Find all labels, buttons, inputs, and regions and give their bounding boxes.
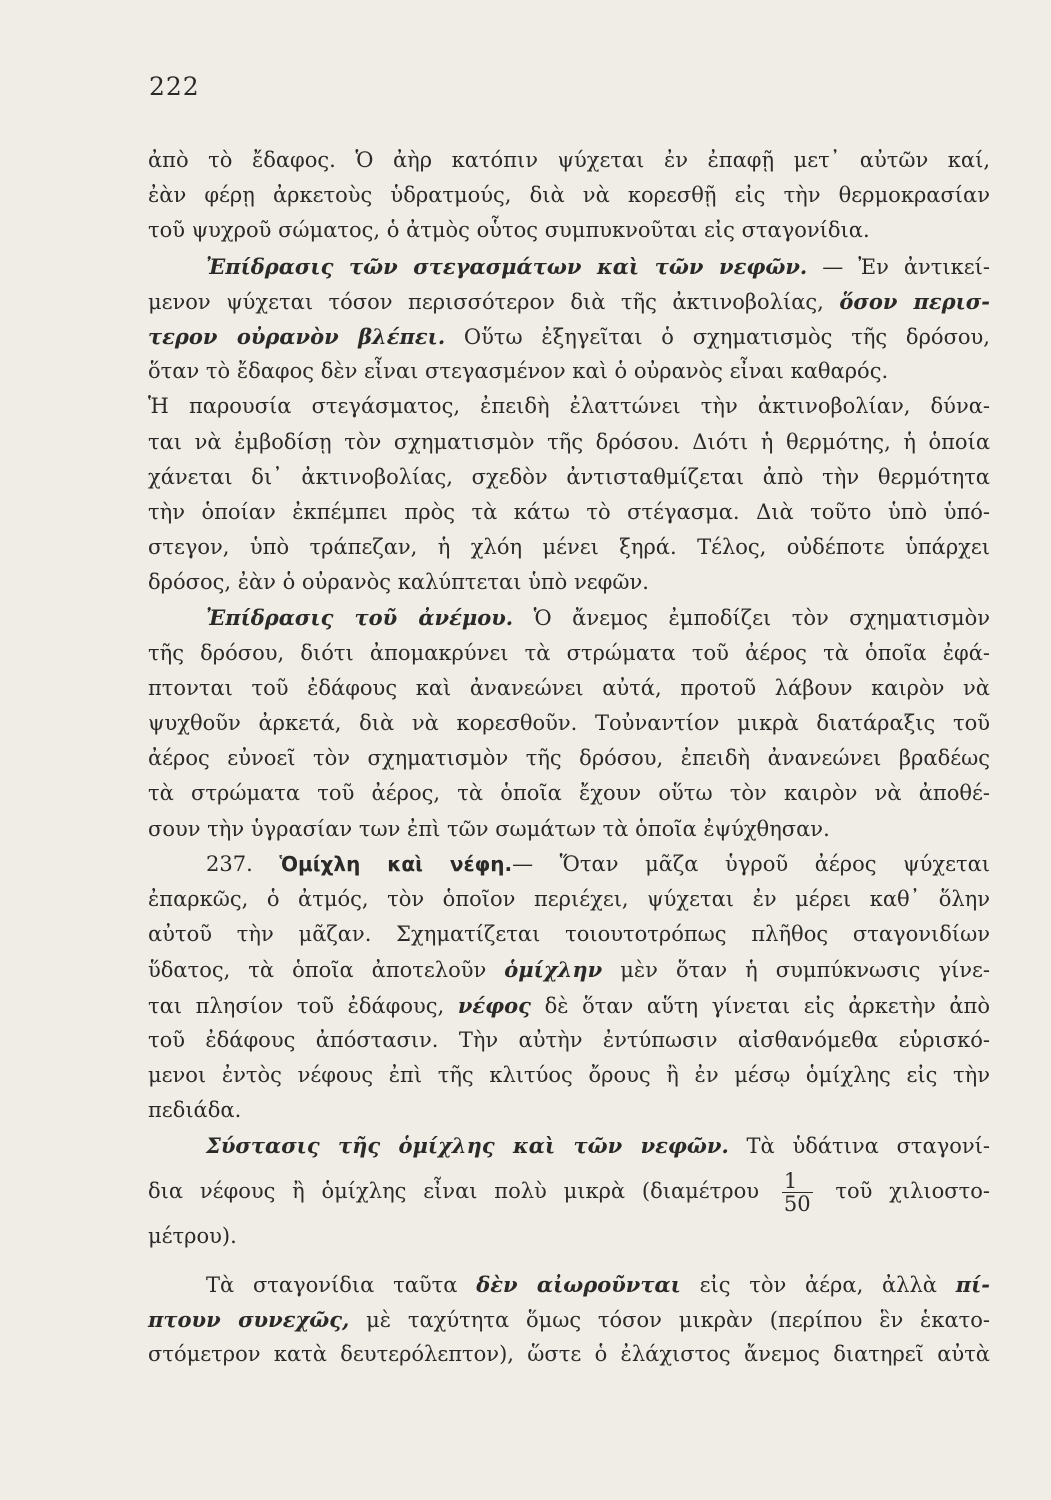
body-text-segment: τοῦ ψυχροῦ σώματος, ὁ ἀτμὸς οὗτος συμπυκνοῦται εἰς σταγονίδια. [148, 218, 870, 243]
fraction [782, 1170, 813, 1215]
text-line [148, 530, 990, 565]
body-text-segment: ἀπὸ τὸ ἔδαφος. Ὁ ἀὴρ κατόπιν ψύχεται ἐν ἐπαφῇ μετ᾽ αὐτῶν καί, [148, 148, 990, 172]
body-text-segment: Ἡ παρουσία στεγάσματος, ἐπειδὴ ἐλαττώνει τὴν ἀκτινοβολίαν, δύνα- [148, 394, 990, 419]
body-text-segment: — Ὅταν μᾶζα ὑγροῦ ἀέρος ψύχεται [512, 851, 991, 876]
body-text-segment: ἐπαρκῶς, ὁ ἀτμός, τὸν ὁποῖον περιέχει, ψύχεται ἐν μέρει καθ᾽ ὅλην [148, 886, 990, 911]
body-text-segment: — Ἐν ἀντικεί- [807, 254, 990, 279]
text-line [148, 1093, 990, 1128]
text-line [148, 706, 990, 741]
fraction-denominator: 50 [783, 1192, 811, 1217]
text-line [148, 636, 990, 671]
text-line [148, 425, 990, 460]
body-text-segment: στόμετρον κατὰ δευτερόλεπτον), ὥστε ὁ ἐλάχιστος ἄνεμος διατηρεῖ αὐτὰ [148, 1342, 990, 1366]
body-text-segment: τοῦ ἐδάφους ἀπόστασιν. Τὴν αὐτὴν ἐντύπωσιν αἰσθανόμεθα εὑρισκό- [148, 1027, 990, 1052]
emphasis-text: ὅσον περισ- [839, 288, 990, 314]
emphasis-text: πτουν συνεχῶς, [148, 1306, 350, 1332]
fraction-numerator: 1 [783, 1169, 798, 1194]
body-text-segment: ται πλησίον τοῦ ἐδάφους, [148, 993, 458, 1018]
page-number: 222 [149, 72, 200, 101]
emphasis-text: τερον οὐρανὸν βλέπει. [148, 323, 446, 349]
text-line [148, 1058, 990, 1093]
body-text-segment: ψυχθοῦν ἀρκετά, διὰ νὰ κορεσθοῦν. Τοὐναντίον μικρὰ διατάραξις τοῦ [148, 711, 990, 735]
body-text-segment: δρόσος, ἐὰν ὁ οὐρανὸς καλύπτεται ὑπὸ νεφῶν. [148, 570, 649, 595]
body-text-segment: ἐὰν φέρῃ ἀρκετοὺς ὑδρατμούς, διὰ νὰ κορεσθῇ εἰς τὴν θερμοκρασίαν [148, 183, 990, 208]
text-line [148, 812, 990, 847]
emphasis-text: Ἐπίδρασις τῶν στεγασμάτων καὶ τῶν νεφῶν. [206, 253, 808, 279]
text-line [148, 565, 990, 600]
text-line [148, 1128, 990, 1163]
body-text-segment: ὕδατος, τὰ ὁποῖα ἀποτελοῦν [148, 958, 505, 983]
emphasis-text: νέφος [457, 992, 531, 1018]
body-text [148, 143, 990, 1372]
body-text-segment: στεγον, ὑπὸ τράπεζαν, ἡ χλόη μένει ξηρά. Τέλος, οὐδέποτε ὑπάρχει [148, 535, 990, 560]
emphasis-text: δὲν αἰωροῦνται [476, 1271, 681, 1297]
body-text-segment: μέτρου). [148, 1224, 237, 1249]
text-line [148, 988, 990, 1023]
body-text-segment: ὅταν τὸ ἔδαφος δὲν εἶναι στεγασμένον καὶ ὁ οὐρανὸς εἶναι καθαρός. [148, 359, 889, 384]
emphasis-text: πί- [955, 1271, 990, 1297]
body-text-segment: Οὕτω ἐξηγεῖται ὁ σχηματισμὸς τῆς δρόσου, [445, 324, 990, 349]
body-text-segment: χάνεται δι᾽ ἀκτινοβολίας, σχεδὸν ἀντισταθμίζεται ἀπὸ τὴν θερμότητα [148, 464, 990, 489]
text-line [148, 1023, 990, 1058]
text-line [148, 882, 990, 917]
body-text-segment: μὲν ὅταν ἡ συμπύκνωσις γίνε- [602, 958, 990, 983]
text-line [148, 1219, 990, 1254]
text-line [148, 178, 990, 213]
text-line [148, 1163, 990, 1219]
text-line [148, 495, 990, 530]
body-text-segment: τὰ στρώματα τοῦ ἀέρος, τὰ ὁποῖα ἔχουν οὕτω τὸν καιρὸν νὰ ἀποθέ- [148, 781, 990, 806]
text-line [148, 213, 990, 248]
body-text-segment: ται νὰ ἐμβοδίσῃ τὸν σχηματισμὸν τῆς δρόσου. Διότι ἡ θερμότης, ἡ ὁποία [148, 429, 990, 454]
text-line [148, 389, 990, 424]
text-line [148, 847, 990, 882]
text-line [148, 354, 990, 389]
text-line [148, 741, 990, 776]
body-text-segment: πτονται τοῦ ἐδάφους καὶ ἀνανεώνει αὐτά, προτοῦ λάβουν καιρὸν νὰ [148, 675, 990, 700]
body-text-segment: σουν τὴν ὑγρασίαν των ἐπὶ τῶν σωμάτων τὰ ὁποῖα ἐψύχθησαν. [148, 816, 830, 841]
body-text-segment: αὐτοῦ τὴν μᾶζαν. Σχηματίζεται τοιουτοτρόπως πλῆθος σταγονιδίων [148, 922, 990, 947]
body-text-segment: μὲ ταχύτητα ὅμως τόσον μικρὰν (περίπου ἓν ἑκατο- [349, 1307, 990, 1332]
body-text-segment: ἀέρος εὐνοεῖ τὸν σχηματισμὸν τῆς δρόσου, ἐπειδὴ ἀνανεώνει βραδέως [148, 746, 990, 771]
body-text-segment: μενοι ἐντὸς νέφους ἐπὶ τῆς κλιτύος ὄρους ἢ ἐν μέσῳ ὁμίχλης εἰς τὴν [148, 1062, 990, 1087]
body-text-segment: δὲ ὅταν αὕτη γίνεται εἰς ἀρκετὴν ἀπὸ [530, 993, 990, 1018]
emphasis-text: Σύστασις τῆς ὁμίχλης καὶ τῶν νεφῶν. [206, 1133, 729, 1159]
text-line [148, 319, 990, 354]
text-line [148, 671, 990, 706]
emphasis-text: Ὁμίχλη καὶ νέφη. [279, 851, 513, 876]
text-line [148, 1267, 990, 1302]
text-line [148, 249, 990, 284]
body-text-segment: πεδιάδα. [148, 1098, 242, 1123]
body-text-segment: τοῦ χιλιοστο- [818, 1179, 990, 1204]
text-line [148, 1302, 990, 1337]
text-line [148, 1337, 990, 1372]
text-line [148, 460, 990, 495]
body-text-segment: τῆς δρόσου, διότι ἀπομακρύνει τὰ στρώματα τοῦ ἀέρος τὰ ὁποῖα ἐφά- [148, 640, 990, 665]
text-line [148, 952, 990, 987]
body-text-segment: Ὁ ἄνεμος ἐμποδίζει τὸν σχηματισμὸν [513, 606, 991, 631]
body-text-segment: μενον ψύχεται τόσον περισσότερον διὰ τῆς ἀκτινοβολίας, [148, 289, 840, 314]
body-text-segment: 237. [206, 851, 280, 876]
text-line [148, 143, 990, 178]
text-line [148, 776, 990, 811]
body-text-segment: δια νέφους ἢ ὁμίχλης εἶναι πολὺ μικρὰ (διαμέτρου [148, 1179, 776, 1204]
body-text-segment: Τὰ ὑδάτινα σταγονί- [728, 1134, 990, 1159]
body-text-segment: Τὰ σταγονίδια ταῦτα [206, 1272, 477, 1297]
text-line [148, 917, 990, 952]
body-text-segment: τὴν ὁποίαν ἐκπέμπει πρὸς τὰ κάτω τὸ στέγασμα. Διὰ τοῦτο ὑπὸ ὑπό- [148, 499, 990, 524]
text-line [148, 600, 990, 635]
emphasis-text: Ἐπίδρασις τοῦ ἀνέμου. [206, 605, 514, 631]
emphasis-text: ὁμίχλην [504, 957, 603, 983]
text-line [148, 284, 990, 319]
body-text-segment: εἰς τὸν ἀέρα, ἀλλὰ [680, 1272, 956, 1297]
